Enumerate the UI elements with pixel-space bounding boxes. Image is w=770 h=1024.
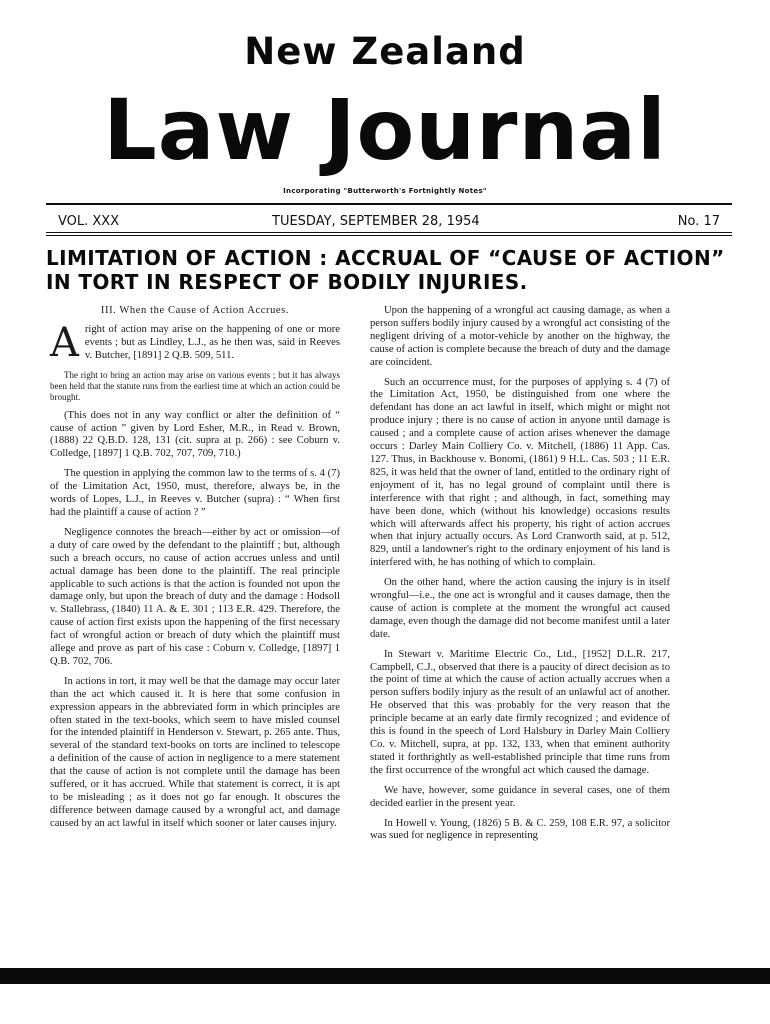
paragraph: Negligence connotes the breach—either by act or omission—of a duty of care owed by the defendant to the plaintiff ; but, although such a breach occurs, no cause of action accrues unless and until actual damage has been done to the plaintiff. The real principle applicable to such actions is that the action is founded not upon the damage only, but upon the breach of duty and the damage : Hodsoll v. Stallebrass, (1840) 11 A. & E. 301 ; 113 E.R. 429. Therefore, the cause of action first exists upon the happening of the first necessary fact of wrongful action or breach of duty which the plaintiff must allege and prove as part of his case : Coburn v. Colledge, [1897] 1 Q.B. 702, 706.: [50, 526, 340, 667]
paragraph: Upon the happening of a wrongful act causing damage, as when a person suffers bodily injury caused by a wrongful act consisting of the negligent driving of a motor-vehicle by another on the highway, the cause of action is complete because the breach of duty and the damage are coincident.: [370, 305, 670, 368]
page-bottom-bar: [0, 968, 770, 984]
article-headline: LIMITATION OF ACTION : ACCRUAL OF “CAUSE OF ACTION” IN TORT IN RESPECT OF BODILY INJURIES.: [46, 246, 725, 294]
paragraph-text: right of action may arise on the happening of one or more events ; but as Lindley, L.J., as he then was, said in Reeves v. Butcher, [1891] 2 Q.B. 509, 511.: [84, 323, 340, 361]
paragraph: In Stewart v. Maritime Electric Co., Ltd., [1952] D.L.R. 217, Campbell, C.J., observed that there is a paucity of direct decision as to the point of time at which the cause of action actually accrues when a person suffers bodily injury as the result of an unlawful act of another. He observed that this was probably for the very reason that the principle became at an early date firmly recognized ; and evidence of this is found in the speech of Lord Halsbury in Darley Main Colliery Co. v. Mitchell, supra, at pp. 132, 133, when that eminent authority stated it forthrightly as well-established principle that time runs from the first occurrence of the wrongful act which caused the damage.: [370, 648, 670, 776]
drop-cap: A: [50, 319, 79, 366]
paragraph: On the other hand, where the action causing the injury is in itself wrongful—i.e., the one act is wrongful and it causes damage, then the cause of action is complete at the moment the wrongful act caused damage, even though the damage did not become manifest until a later date.: [370, 577, 670, 640]
issue-date: TUESDAY, SEPTEMBER 28, 1954: [272, 214, 480, 229]
paragraph: We have, however, some guidance in several cases, one of them decided earlier in the present year.: [370, 784, 670, 809]
info-bottom-rule-2: [46, 235, 732, 236]
quoted-note: The right to bring an action may arise on various events ; but it has always been held that the statute runs from the earliest time at which an action could be brought.: [50, 369, 340, 402]
volume-label: VOL. XXX: [58, 214, 120, 229]
section-heading: III. When the Cause of Action Accrues.: [100, 305, 290, 316]
right-column: [370, 305, 670, 850]
paragraph: [50, 319, 340, 366]
issue-number: No. 17: [677, 214, 720, 229]
paragraph: In Howell v. Young, (1826) 5 B. & C. 259, 108 E.R. 97, a solicitor was sued for negligence in representing: [370, 817, 670, 842]
masthead-title: Law Journal: [103, 81, 667, 179]
info-bottom-rule: [46, 232, 732, 233]
paragraph: In actions in tort, it may well be that the damage may occur later than the act which caused it. It is here that some confusion in expression appears in the abbreviated form in which principles are often stated in the text-books, which seem to have misled counsel for the intended plaintiff in Henderson v. Stewart, p. 265 ante. Thus, several of the standard text-books on torts are inclined to telescope a definition of the cause of action in negligence to a mere statement that the cause of action is not complete until the damage has been suffered, or it has accrued. While that statement is correct, it is apt to be misleading ; as it does not go far enough. It obscures the difference between damage caused by a wrongful act, and damage caused by an act lawful in itself which sooner or later causes injury.: [50, 675, 340, 829]
masthead-subtitle: New Zealand: [244, 30, 526, 73]
paragraph: Such an occurrence must, for the purposes of applying s. 4 (7) of the Limitation Act, 1950, be distinguished from one where the defendant has done an act lawful in itself, which might or might not produce injury ; there is no cause of action in anyone until damage is caused ; and a complete cause of action arises whenever the damage occurs : Darley Main Colliery Co. v. Mitchell, (1886) 11 App. Cas. 127. Thus, in Backhouse v. Bonomi, (1861) 9 H.L. Cas. 503 ; 11 E.R. 825, it was held that the owner of land, entitled to the ordinary right of enjoyment of it, has no legal ground of complaint until there is interference with that right ; and although, in fact, something may have been done, which (without his knowledge) occasions results which will afterwards affect his property, his right of action accrues when that injury actually occurs. As Lord Cranworth said, at p. 512, 829, until a landowner's right to the ordinary enjoyment of his land is interfered with, he has nothing of which to complain.: [370, 376, 670, 569]
top-rule: [46, 203, 732, 205]
paragraph: The question in applying the common law to the terms of s. 4 (7) of the Limitation Act, 1950, must, therefore, always be, in the words of Lopes, L.J., in Reeves v. Butcher (supra) : “ When first had the plaintiff a cause of action ? ”: [50, 468, 340, 518]
left-column: [50, 305, 340, 838]
paragraph: (This does not in any way conflict or alter the definition of “ cause of action ” given by Lord Esher, M.R., in Read v. Brown, (1888) 22 Q.B.D. 128, 131 (cit. supra at p. 266) : see Coburn v. Colledge, [1897] 1 Q.B. 702, 707, 709, 710.): [50, 409, 340, 460]
incorporating-note: Incorporating "Butterworth's Fortnightly Notes": [283, 187, 487, 195]
